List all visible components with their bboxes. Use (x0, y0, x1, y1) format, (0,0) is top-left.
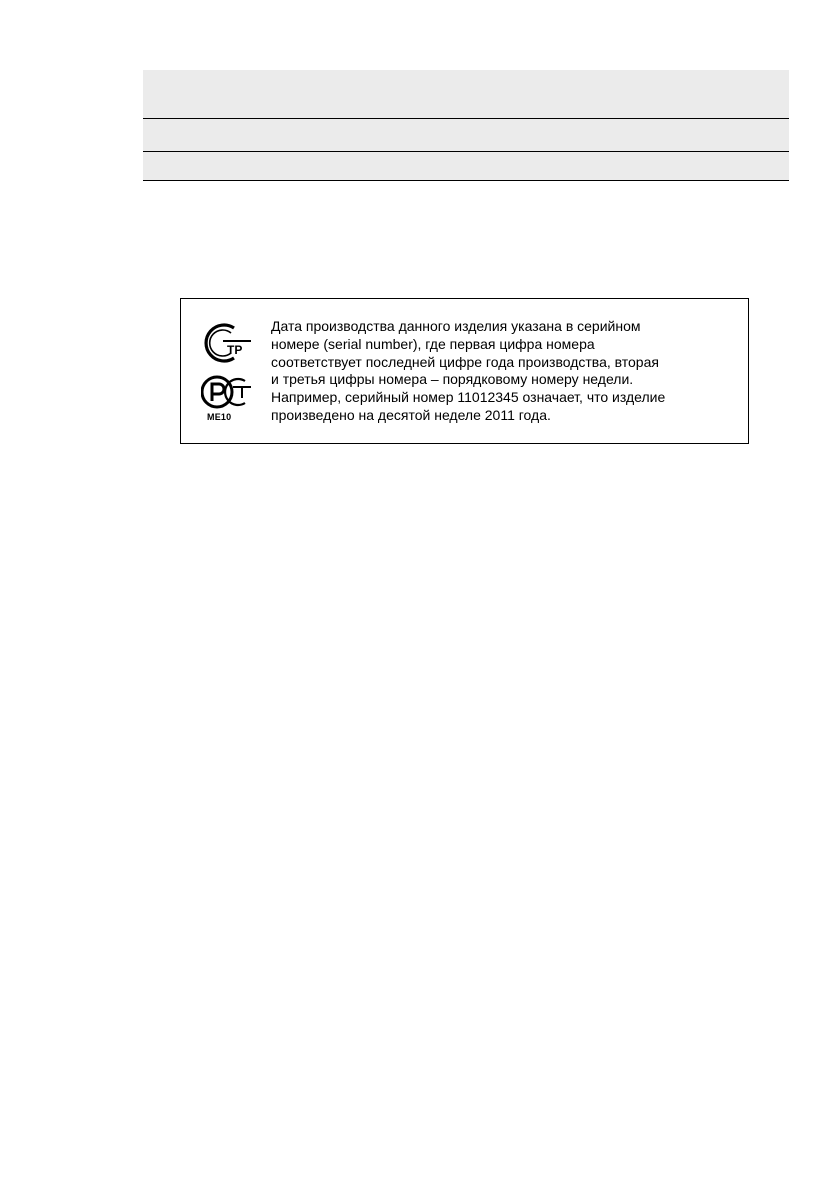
certification-text-line: номере (serial number), где первая цифра номера (271, 335, 595, 352)
certification-text-line: произведено на десятой неделе 2011 года. (271, 406, 551, 423)
svg-text:ТР: ТР (227, 343, 243, 357)
certification-logos (201, 321, 253, 431)
certification-text-line: и третья цифры номера – порядковому номеру недели. (271, 371, 634, 388)
certification-text-line: Дата производства данного изделия указана в серийном (271, 318, 641, 334)
gost-r-icon (201, 371, 253, 413)
certification-notice-box (180, 298, 749, 444)
certification-text-line: соответствует последней цифре года производства, вторая (271, 353, 659, 370)
gost-tr-icon (201, 321, 253, 365)
certification-code: ME10 (207, 412, 232, 422)
table-row (143, 152, 789, 181)
certification-text (271, 318, 741, 425)
certification-text-line: Например, серийный номер 11012345 означает, что изделие (271, 389, 666, 406)
top-table (143, 70, 789, 181)
table-row (143, 119, 789, 152)
table-header-row (143, 70, 789, 119)
